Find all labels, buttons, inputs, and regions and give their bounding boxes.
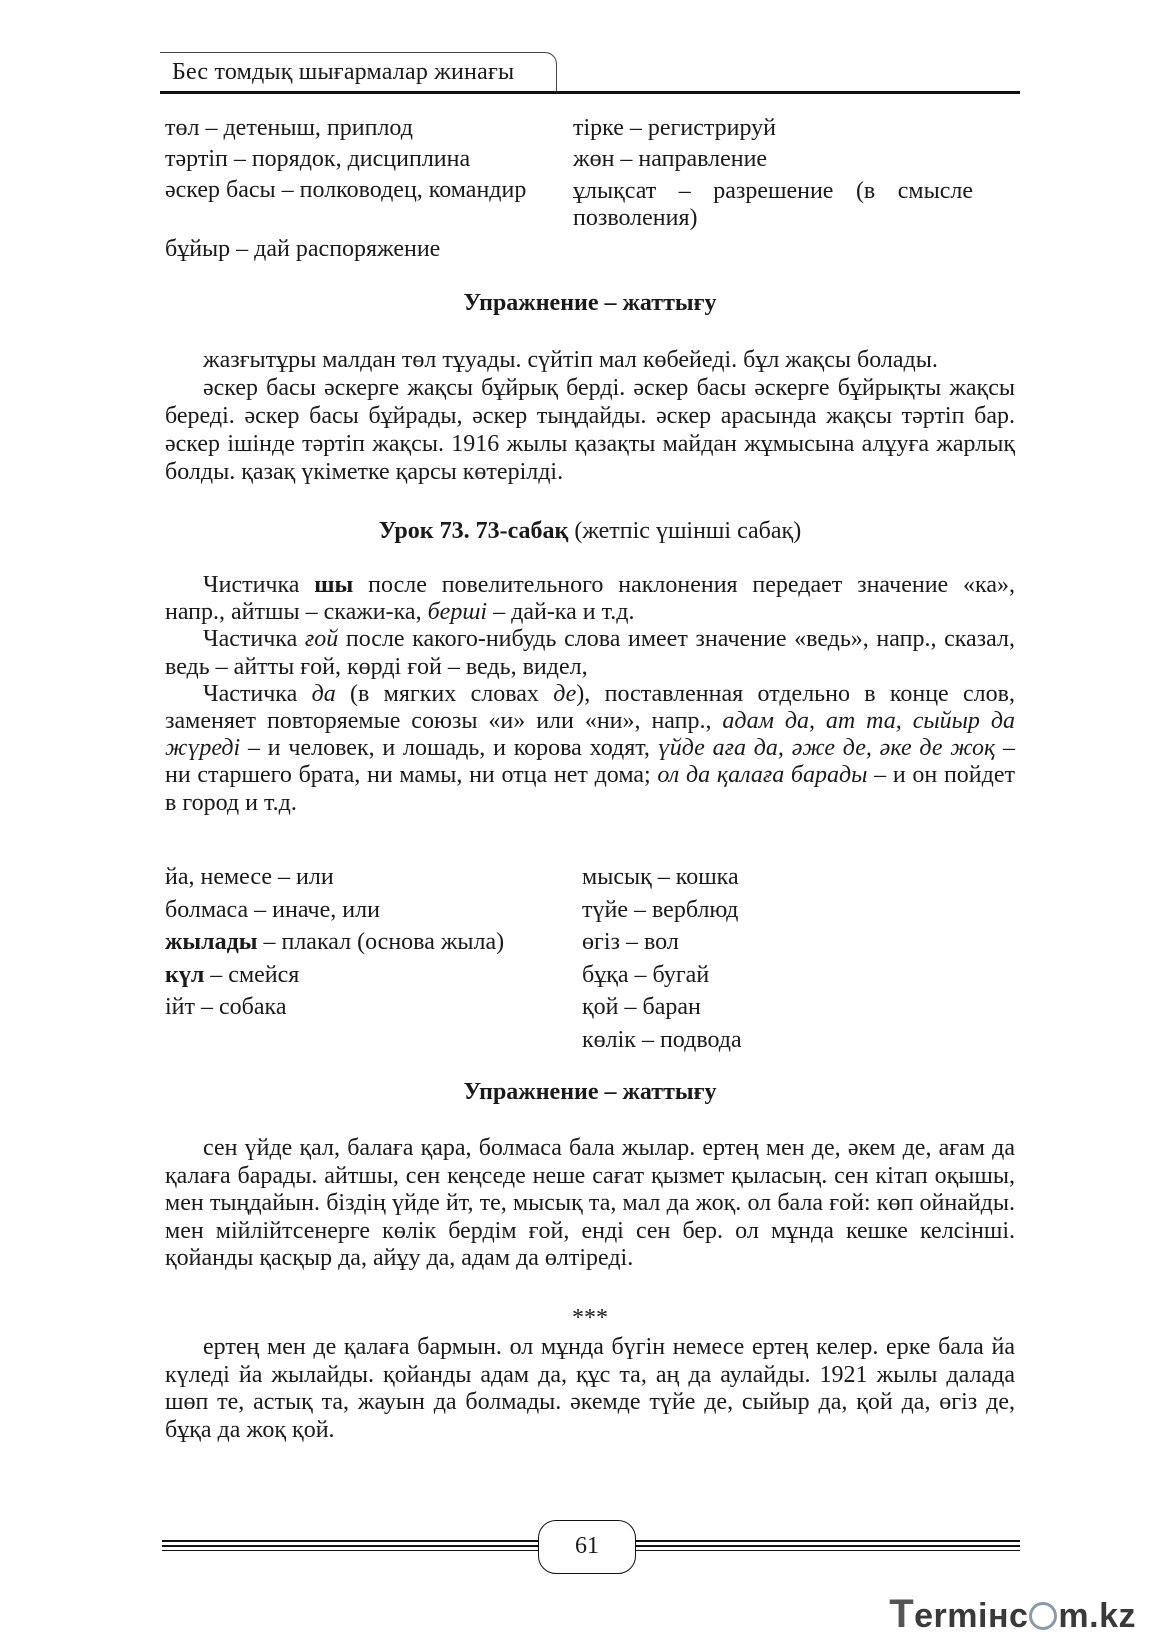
vocab-entry: болмаса – иначе, или	[165, 896, 380, 923]
vocab2-left-column	[165, 861, 585, 1024]
header-rule	[160, 91, 1020, 94]
vocab-entry: өгіз – вол	[582, 929, 679, 956]
vocab-entry: күл – смейся	[165, 961, 300, 988]
globe-icon	[1029, 1602, 1057, 1630]
vocab1-right-column	[573, 113, 973, 232]
exercise-paragraph: әскер басы әскерге жақсы бұйрық берді. әскер басы әскерге бұйрықты жақсы береді. әскер басы бұйрады, әскер тыңдайды. әскер арасында жақсы тәртіп бар. әскер ішінде тәртіп жақсы. 1916 жылы қазақты майдан жұмысына алұуға жарлық болды. қазақ үкіметке қарсы көтерілді.	[165, 375, 1015, 485]
lesson-title: Урок 73. 73-сабақ (жетпіс үшінші сабақ)	[378, 518, 802, 544]
vocab-entry: жылады – плакал (основа жыла)	[165, 929, 505, 956]
section-separator: ***	[572, 1305, 608, 1331]
vocab-entry: йа, немесе – или	[165, 864, 334, 890]
vocab2-right-column	[582, 861, 982, 1057]
vocab-entry: ұлықсат – разрешение (в смысле позволения)	[573, 178, 973, 231]
vocab-entry: жөн – направление	[573, 146, 768, 172]
vocab-entry: бұқа – бугай	[582, 961, 710, 988]
vocab-entry: қой – баран	[582, 994, 701, 1021]
vocab-entry: түйе – верблюд	[582, 896, 739, 923]
exercise-heading: Упражнение – жаттығу	[463, 1079, 717, 1105]
vocab-entry: мысық – кошка	[582, 864, 739, 890]
exercise-paragraph: жазғытұры малдан төл тұуады. сүйтіп мал көбейеді. бұл жақсы болады.	[203, 347, 938, 373]
header-title: Бес томдық шығармалар жинағы	[172, 59, 515, 85]
exercise-paragraph: сен үйде қал, балаға қара, болмаса бала жылар. ертең мен де, әкем де, ағам да қалаға барады. айтшы, сен кеңседе неше сағат қызмет қыласың. сен кітап оқышы, мен тыңдайын. біздің үйде йт, те, мысық та, мал да жоқ. ол бала ғой: көп ойнайды. мен мійлійтсенерге көлік бердім ғой, енді сен бер. ол мұнда кешке келсінші. қойанды қасқыр да, айұу да, адам да өлтіреді.	[165, 1135, 1015, 1271]
vocab-entry: тірке – регистрируй	[573, 115, 777, 141]
vocab-entry: бұйыр – дай распоряжение	[165, 236, 441, 262]
vocab-entry: көлік – подвода	[582, 1026, 742, 1053]
rule-paragraph: Частичка да (в мягких словах де), поставленная отдельно в конце слов, заменяет повторяемые союзы «и» или «ни», напр., адам да, ат та, сыйыр да жүреді – и человек, и лошадь, и корова ходят, үйде аға да, әже де, әке де жоқ – ни старшего брата, ни мамы, ни отца нет дома; ол да қалаға барады – и он пойдет в город и т.д.	[165, 680, 1016, 816]
rule-paragraph: Частичка ғой после какого-нибудь слова имеет значение «ведь», напр., сказал, ведь – айтты ғой, көрді ғой – ведь, видел,	[165, 626, 1015, 680]
exercise-paragraph: ертең мен де қалаға бармын. ол мұнда бүгін немесе ертең келер. ерке бала йа күледі йа жылайды. қойанды адам да, құс та, аң да аулайды. 1921 жылы далада шөп те, астық та, жауын да болмады. әкемде түйе де, сыйыр да, қой да, өгіз де, бұқа да жоқ қой.	[165, 1334, 1015, 1443]
exercise-text	[165, 1135, 1015, 1273]
vocab-entry: тәртіп – порядок, дисциплина	[165, 146, 471, 172]
vocab1-left-column	[165, 113, 565, 265]
exercise-text	[165, 346, 1015, 486]
vocab-entry: ійт – собака	[165, 994, 287, 1021]
exercise-heading: Упражнение – жаттығу	[463, 290, 717, 316]
watermark-logo: Termінc m.kz	[889, 1592, 1136, 1636]
grammar-rules	[165, 572, 1015, 817]
exercise-text	[165, 1334, 1015, 1444]
page-number: 61	[538, 1520, 636, 1574]
running-header	[160, 52, 1020, 96]
vocab-entry: төл – детеныш, приплод	[165, 115, 413, 141]
vocab-entry: әскер басы – полководец, командир	[165, 177, 527, 203]
rule-paragraph: Чистичка шы после повелительного наклонения передает значение «ка», напр., айтшы – скажи-ка, берші – дай-ка и т.д.	[165, 572, 1015, 626]
